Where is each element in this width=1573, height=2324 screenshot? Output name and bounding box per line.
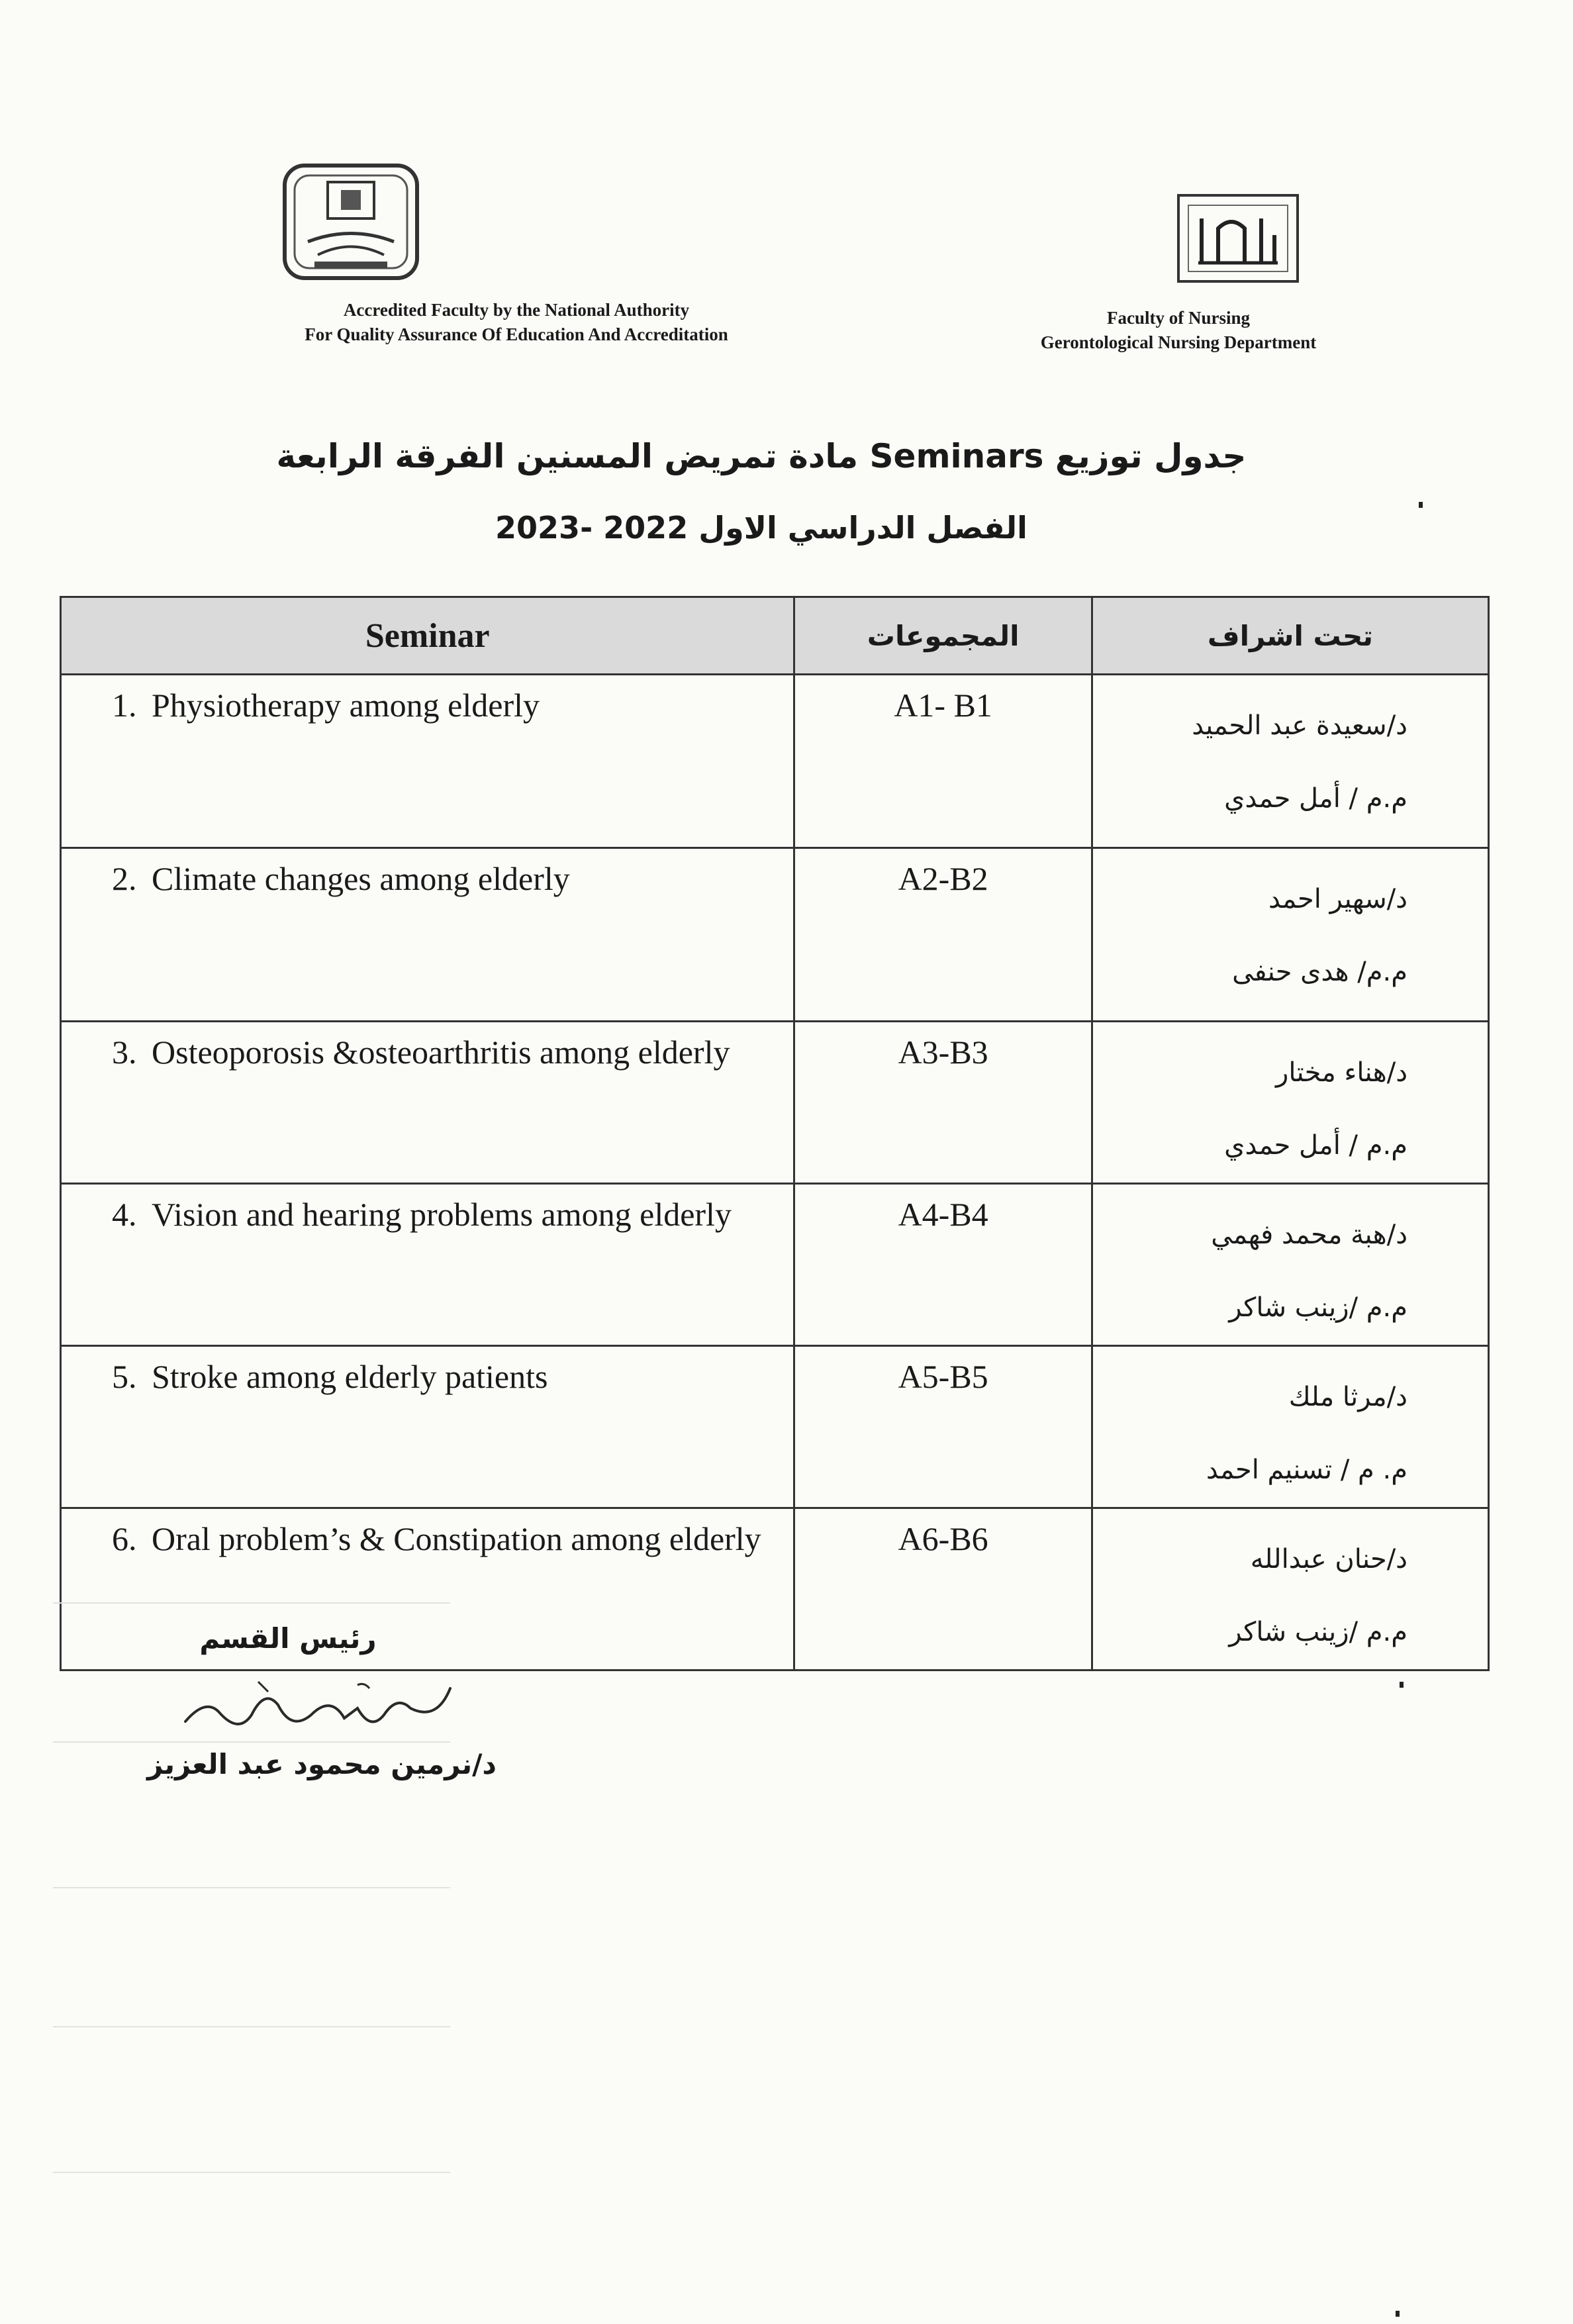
faculty-text	[947, 306, 1410, 355]
row-number: 3.	[112, 1034, 137, 1071]
supervisor-cell	[1092, 848, 1488, 1022]
scan-speck	[1419, 502, 1423, 508]
seminar-topic: Vision and hearing problems among elderly	[152, 1196, 732, 1233]
seminar-cell	[61, 1346, 794, 1508]
seminar-topic: Climate changes among elderly	[152, 860, 570, 897]
group-code: A5-B5	[898, 1358, 988, 1395]
supervisor-assistant: م.م/ هدى حنفى	[1232, 957, 1407, 987]
faculty-name: Faculty of Nursing	[1107, 308, 1250, 328]
seminar-topic: Osteoporosis &osteoarthritis among elderly	[152, 1034, 730, 1071]
groups-cell	[794, 1184, 1092, 1346]
table-row	[61, 848, 1489, 1022]
row-number: 5.	[112, 1358, 137, 1395]
groups-cell	[794, 1022, 1092, 1184]
supervisor-doctor: د/مرثا ملك	[1288, 1382, 1407, 1412]
page-subtitle: الفصل الدراسي الاول 2022 -2023	[495, 510, 1027, 546]
seminar-cell	[61, 675, 794, 848]
supervisor-doctor: د/سهير احمد	[1268, 884, 1407, 914]
supervisor-cell	[1092, 1022, 1488, 1184]
row-number: 6.	[112, 1520, 137, 1557]
supervisor-assistant: م.م /زينب شاكر	[1229, 1292, 1407, 1323]
supervisor-doctor: د/حنان عبدالله	[1250, 1544, 1407, 1574]
table-row	[61, 1184, 1489, 1346]
supervisor-assistant: م.م / أمل حمدي	[1224, 1130, 1407, 1161]
row-number: 2.	[112, 860, 137, 897]
show-through-line	[53, 1887, 450, 1888]
groups-cell	[794, 1346, 1092, 1508]
accreditation-line-2: For Quality Assurance Of Education And Accreditation	[305, 324, 728, 344]
seminar-table	[60, 596, 1490, 1671]
show-through-line	[53, 2172, 450, 2173]
show-through-line	[53, 1602, 450, 1604]
seminar-cell	[61, 848, 794, 1022]
header-supervisor: تحت اشراف	[1092, 597, 1488, 675]
supervisor-doctor: د/هبة محمد فهمي	[1211, 1220, 1407, 1250]
group-code: A1- B1	[894, 687, 992, 724]
table-row	[61, 1022, 1489, 1184]
seminar-topic: Oral problem’s & Constipation among elderly	[152, 1520, 761, 1557]
department-head-name: د/نرمين محمود عبد العزيز	[147, 1748, 497, 1780]
handwritten-signature	[159, 1669, 470, 1741]
header-groups: المجموعات	[794, 597, 1092, 675]
show-through-line	[53, 2026, 450, 2027]
supervisor-doctor: د/هناء مختار	[1276, 1057, 1407, 1088]
show-through-line	[53, 1741, 450, 1743]
supervisor-cell	[1092, 1184, 1488, 1346]
supervisor-assistant: م.م /زينب شاكر	[1229, 1617, 1407, 1647]
faculty-seal-icon	[281, 162, 420, 281]
seminar-cell	[61, 1022, 794, 1184]
group-code: A3-B3	[898, 1034, 988, 1071]
group-code: A4-B4	[898, 1196, 988, 1233]
supervisor-assistant: م.م / أمل حمدي	[1224, 783, 1407, 814]
supervisor-doctor: د/سعيدة عبد الحميد	[1192, 710, 1407, 741]
table-row	[61, 675, 1489, 848]
seminar-topic: Stroke among elderly patients	[152, 1358, 548, 1395]
supervisor-cell	[1092, 1346, 1488, 1508]
page-title: جدول توزيع Seminars مادة تمريض المسنين الفرقة الرابعة	[276, 437, 1247, 475]
department-name: Gerontological Nursing Department	[1040, 332, 1317, 352]
seminar-cell	[61, 1508, 794, 1670]
group-code: A6-B6	[898, 1520, 988, 1557]
seminar-cell	[61, 1184, 794, 1346]
groups-cell	[794, 1508, 1092, 1670]
supervisor-cell	[1092, 675, 1488, 848]
department-head-title: رئيس القسم	[199, 1622, 377, 1655]
table-header-row	[61, 597, 1489, 675]
groups-cell	[794, 675, 1092, 848]
groups-cell	[794, 848, 1092, 1022]
row-number: 4.	[112, 1196, 137, 1233]
seminar-topic: Physiotherapy among elderly	[152, 687, 540, 724]
header-seminar: Seminar	[61, 597, 794, 675]
group-code: A2-B2	[898, 860, 988, 897]
row-number: 1.	[112, 687, 137, 724]
scan-speck	[1400, 1682, 1404, 1688]
supervisor-cell	[1092, 1508, 1488, 1670]
supervisor-assistant: م. م / تسنيم احمد	[1206, 1455, 1407, 1485]
assiut-university-logo-icon	[1172, 189, 1304, 288]
accreditation-line-1: Accredited Faculty by the National Authority	[343, 300, 690, 320]
accreditation-text	[199, 298, 834, 347]
table-row	[61, 1346, 1489, 1508]
scan-speck	[1396, 2311, 1400, 2317]
